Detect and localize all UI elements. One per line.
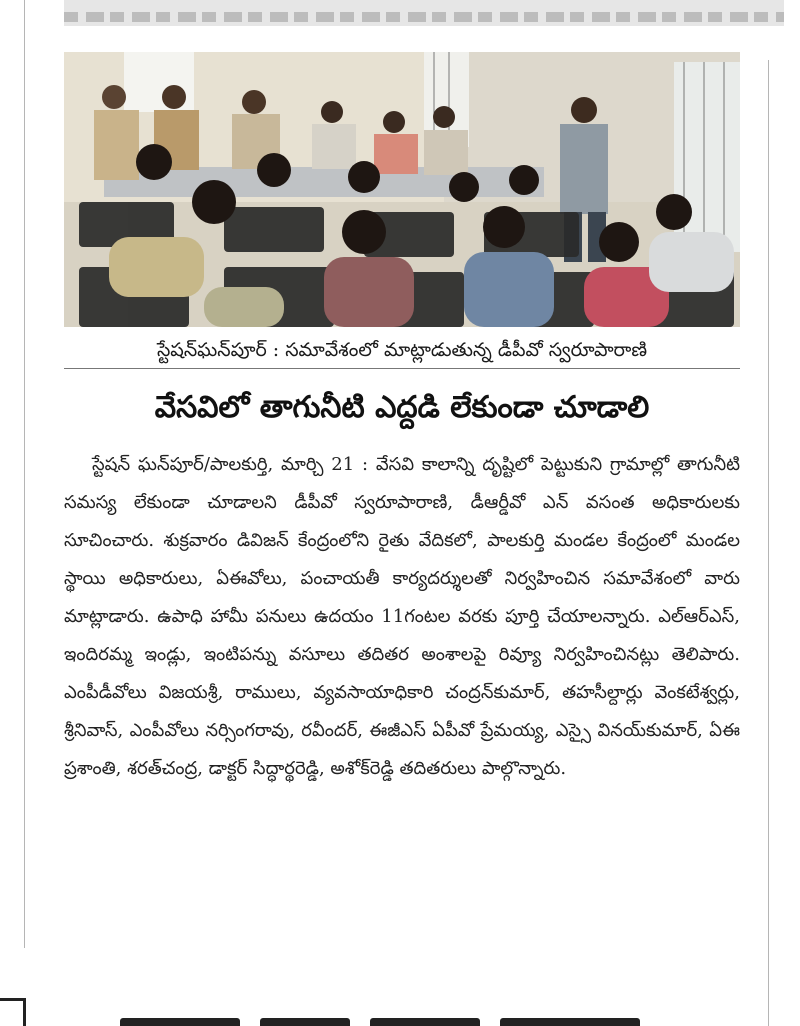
article-body: స్టేషన్ ఘన్‌పూర్/పాలకుర్తి, మార్చి 21 : వేసవి కాలాన్ని దృష్టిలో పెట్టుకుని గ్రామాల్లో తాగునీటి సమస్య లేకుండా చూడాలని డీపీవో స్వరూపారాణి, డీఆర్డీవో ఎన్ వసంత అధికారులకు సూచించారు. శుక్రవారం డివిజన్ కేంద్రంలోని రైతు వేదికలో, పాలకుర్తి మండల కేంద్రంలో మండల స్థాయి అధికారులు, ఏఈవోలు, పంచాయతీ కార్యదర్శులతో నిర్వహించిన సమావేశంలో వారు మాట్లాడారు. ఉపాధి హామీ పనులు ఉదయం 11గంటల వరకు పూర్తి చేయాలన్నారు. ఎల్‌ఆర్ఎస్, ఇందిరమ్మ ఇండ్లు, ఇంటిపన్ను వసూలు తదితర అంశాలపై రివ్యూ నిర్వహించినట్లు తెలిపారు. ఎంపీడీవోలు విజయశ్రీ, రాములు, వ్యవసాయాధికారి చంద్రన్‌కుమార్, తహసీల్దార్లు వెంకటేశ్వర్లు, శ్రీనివాస్, ఎంపీవోలు నర్సింగరావు, రవీందర్, ఈజీఎస్ ఏపీవో ప్రేమయ్య, ఎస్సై వినయ్‌కుమార్, ఏఈ ప్రశాంతి, శరత్‌చంద్ర, డాక్టర్ సిద్ధార్థరెడ్డి, అశోక్‌రెడ్డి తదితరులు పాల్గొన్నారు. bbox=[64, 454, 740, 779]
article-headline: వేసవిలో తాగునీటి ఎద్దడి లేకుండా చూడాలి bbox=[154, 390, 650, 425]
next-article-headline-fragment bbox=[100, 1008, 700, 1026]
previous-article-strip bbox=[64, 0, 784, 26]
right-column-rule bbox=[768, 60, 769, 1026]
left-column-rule bbox=[24, 0, 25, 948]
photo-caption: స్టేషన్‌ఘన్‌పూర్ : సమావేశంలో మాట్లాడుతున్న డీపీవో స్వరూపారాణి bbox=[64, 332, 740, 369]
meeting-photo bbox=[64, 52, 740, 327]
corner-crop-mark bbox=[0, 998, 26, 1026]
